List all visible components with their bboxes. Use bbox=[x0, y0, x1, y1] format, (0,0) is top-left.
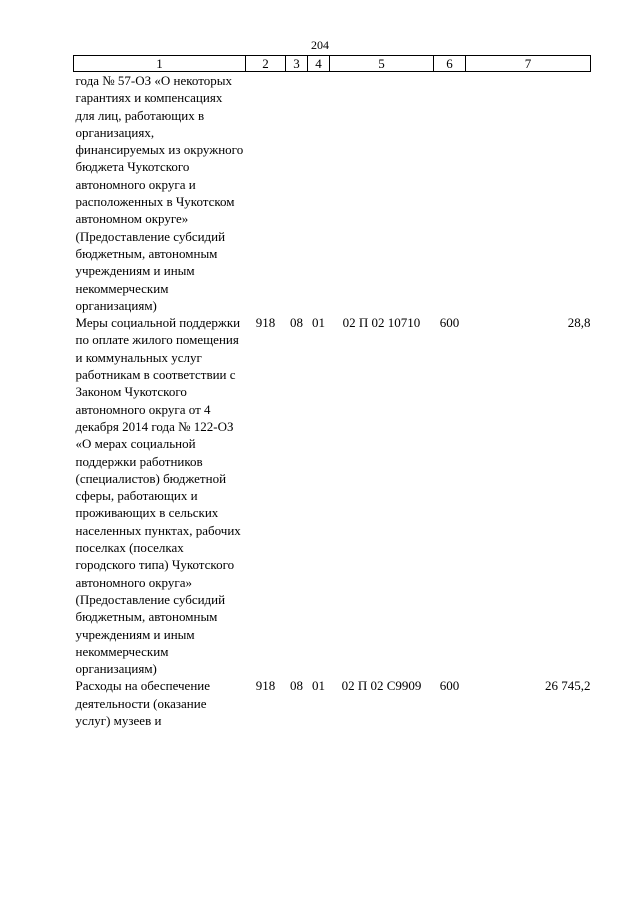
row-ministry-code bbox=[246, 72, 286, 315]
row-amount bbox=[466, 72, 591, 315]
row-amount: 28,8 bbox=[567, 315, 591, 331]
budget-table bbox=[73, 55, 591, 729]
column-header-4: 4 bbox=[308, 56, 330, 72]
row-section-code: 08 bbox=[290, 678, 303, 694]
row-subsection-code bbox=[308, 72, 330, 315]
row-section-code: 08 bbox=[290, 315, 303, 331]
column-header-3: 3 bbox=[286, 56, 308, 72]
row-target-article: 02 П 02 С9909 bbox=[341, 678, 422, 694]
row-ministry-code: 918 bbox=[255, 315, 276, 331]
column-header-1: 1 bbox=[74, 56, 246, 72]
column-header-2: 2 bbox=[246, 56, 286, 72]
table-header-row bbox=[74, 56, 591, 72]
row-section-code bbox=[286, 72, 308, 315]
column-header-6: 6 bbox=[434, 56, 466, 72]
page-number: 204 bbox=[311, 38, 329, 52]
row-expense-type bbox=[434, 72, 466, 315]
table-row bbox=[74, 314, 591, 677]
row-amount: 26 745,2 bbox=[545, 678, 591, 694]
row-ministry-code: 918 bbox=[255, 678, 276, 694]
row-description: года № 57-ОЗ «О некоторых гарантиях и компенсациях для лиц, работающих в организациях, финансируемых из окружного бюджета Чукотского автономного округа и расположенных в Чукотском автономном округе» (Предоставление субсидий бюджетным, автономным учреждениям и иным некоммерческим организациям) bbox=[75, 73, 244, 313]
table-row bbox=[74, 677, 591, 729]
row-subsection-code: 01 bbox=[312, 315, 325, 331]
column-header-7: 7 bbox=[466, 56, 591, 72]
row-target-article bbox=[330, 72, 434, 315]
row-target-article: 02 П 02 10710 bbox=[342, 315, 421, 331]
row-subsection-code: 01 bbox=[312, 678, 325, 694]
row-expense-type: 600 bbox=[439, 678, 460, 694]
column-header-5: 5 bbox=[330, 56, 434, 72]
row-expense-type: 600 bbox=[439, 315, 460, 331]
row-description: Расходы на обеспечение деятельности (оказание услуг) музеев и bbox=[75, 678, 211, 728]
row-description: Меры социальной поддержки по оплате жилого помещения и коммунальных услуг работникам в соответствии с Законом Чукотского автономного округа от 4 декабря 2014 года № 122-ОЗ «О мерах социальной поддержки работников (специалистов) бюджетной сферы, работающих и проживающих в сельских населенных пунктах, рабочих поселках (поселках городского типа) Чукотского автономного округа» (Предоставление субсидий бюджетным, автономным учреждениям и иным некоммерческим организациям) bbox=[75, 315, 241, 677]
table-row bbox=[74, 72, 591, 315]
